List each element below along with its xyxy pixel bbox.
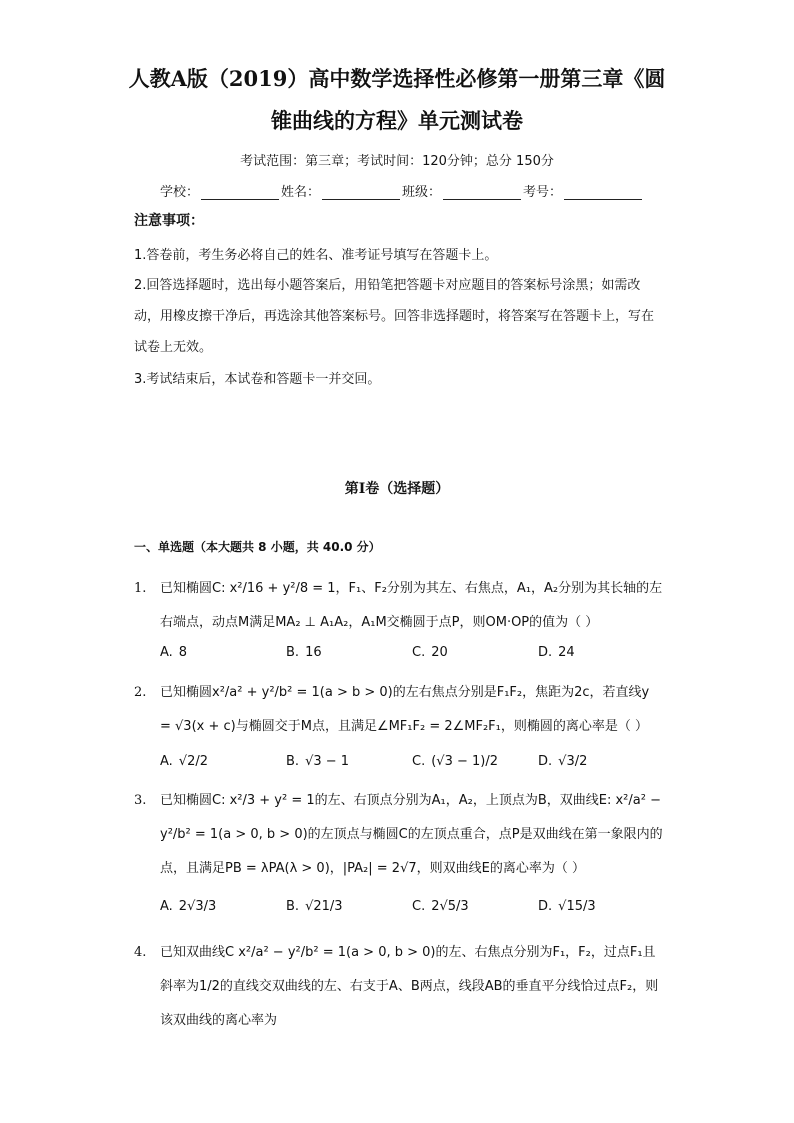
option-label: C. <box>412 754 426 769</box>
school-blank[interactable] <box>201 185 279 200</box>
option-value: √2/2 <box>178 754 209 769</box>
option-c[interactable] <box>412 899 469 914</box>
question-2 <box>134 676 664 744</box>
exam-title-line1: 人教A版（2019）高中数学选择性必修第一册第三章《圆 <box>128 66 666 91</box>
option-value: 20 <box>431 645 448 660</box>
question-text: 已知双曲线C x²/a² − y²/b² = 1(a > 0, b > 0)的左、右焦点分别为F₁，F₂，过点F₁且斜率为1/2的直线交双曲线的左、右支于A、B两点，线段AB的垂直平分线恰过点F₂，则该双曲线的离心率为 <box>160 945 659 1028</box>
option-d[interactable] <box>538 754 587 769</box>
option-value: √3 − 1 <box>305 754 350 769</box>
notice-item-2: 2.回答选择题时，选出每小题答案后，用铅笔把答题卡对应题目的答案标号涂黑；如需改动，用橡皮擦干净后，再选涂其他答案标号。回答非选择题时，将答案写在答题卡上，写在试卷上无效。 <box>134 278 655 355</box>
name-label: 姓名： <box>281 185 321 200</box>
option-label: D. <box>538 645 553 660</box>
option-value: √21/3 <box>305 899 343 914</box>
option-b[interactable] <box>286 754 349 769</box>
notice-item-1: 1.答卷前，考生务必将自己的姓名、准考证号填写在答题卡上。 <box>134 248 498 263</box>
option-label: C. <box>412 899 426 914</box>
group-title: 一、单选题（本大题共 8 小题，共 40.0 分） <box>134 540 381 554</box>
option-value: 16 <box>305 645 322 660</box>
option-a[interactable] <box>160 899 216 914</box>
option-label: B. <box>286 754 300 769</box>
option-value: √3/2 <box>558 754 588 769</box>
option-label: B. <box>286 899 300 914</box>
option-d[interactable] <box>538 899 596 914</box>
exam-subtitle: 考试范围：第三章；考试时间：120分钟；总分 150分 <box>240 154 554 169</box>
option-label: B. <box>286 645 300 660</box>
section-title: 第I卷（选择题） <box>344 481 450 497</box>
name-blank[interactable] <box>322 185 400 200</box>
option-value: 2√5/3 <box>431 899 469 914</box>
school-label: 学校： <box>160 185 200 200</box>
option-c[interactable] <box>412 645 448 660</box>
option-label: A. <box>160 899 173 914</box>
question-text: 已知椭圆C: x²/16 + y²/8 = 1，F₁、F₂分别为其左、右焦点，A₁，A₂分别为其长轴的左右端点，动点M满足MA₂ ⊥ A₁A₂，A₁M交椭圆于点P，则OM·OP的值为（ ） <box>160 581 663 630</box>
exam-no-label: 考号： <box>523 185 563 200</box>
option-c[interactable] <box>412 754 498 769</box>
option-label: A. <box>160 754 173 769</box>
question-number: 4. <box>134 945 147 960</box>
option-label: D. <box>538 899 553 914</box>
option-label: C. <box>412 645 426 660</box>
option-value: 24 <box>558 645 575 660</box>
class-blank[interactable] <box>443 185 521 200</box>
student-info-line <box>160 181 644 200</box>
question-4 <box>134 936 664 1038</box>
option-b[interactable] <box>286 645 322 660</box>
option-value: √15/3 <box>558 899 596 914</box>
question-text: 已知椭圆C: x²/3 + y² = 1的左、右顶点分别为A₁，A₂，上顶点为B，双曲线E: x²/a² − y²/b² = 1(a > 0, b > 0)的左顶点与椭圆C的左顶点重合，点P是双曲线在第一象限内的点，且满足PB = λPA(λ > 0)，|PA₂| = 2√7，则双曲线E的离心率为（ ） <box>160 793 663 876</box>
option-b[interactable] <box>286 899 343 914</box>
option-d[interactable] <box>538 645 575 660</box>
option-a[interactable] <box>160 754 208 769</box>
notice-heading: 注意事项： <box>134 213 204 229</box>
question-number: 3. <box>134 793 147 808</box>
question-text: 已知椭圆x²/a² + y²/b² = 1(a > b > 0)的左右焦点分别是F₁F₂，焦距为2c，若直线y = √3(x + c)与椭圆交于M点，且满足∠MF₁F₂ = 2∠MF₂F₁，则椭圆的离心率是（ ） <box>160 685 650 734</box>
option-label: D. <box>538 754 553 769</box>
question-number: 2. <box>134 685 147 700</box>
notice-item-3: 3.考试结束后，本试卷和答题卡一并交回。 <box>134 372 381 387</box>
option-value: 2√3/3 <box>178 899 217 914</box>
question-number: 1. <box>134 581 147 596</box>
question-1 <box>134 572 664 640</box>
option-value: (√3 − 1)/2 <box>431 754 498 769</box>
class-label: 班级： <box>402 185 442 200</box>
option-a[interactable] <box>160 645 187 660</box>
option-value: 8 <box>178 645 188 660</box>
option-label: A. <box>160 645 173 660</box>
exam-title-line2: 锥曲线的方程》单元测试卷 <box>271 108 523 133</box>
question-3 <box>134 784 664 886</box>
exam-no-blank[interactable] <box>564 185 642 200</box>
